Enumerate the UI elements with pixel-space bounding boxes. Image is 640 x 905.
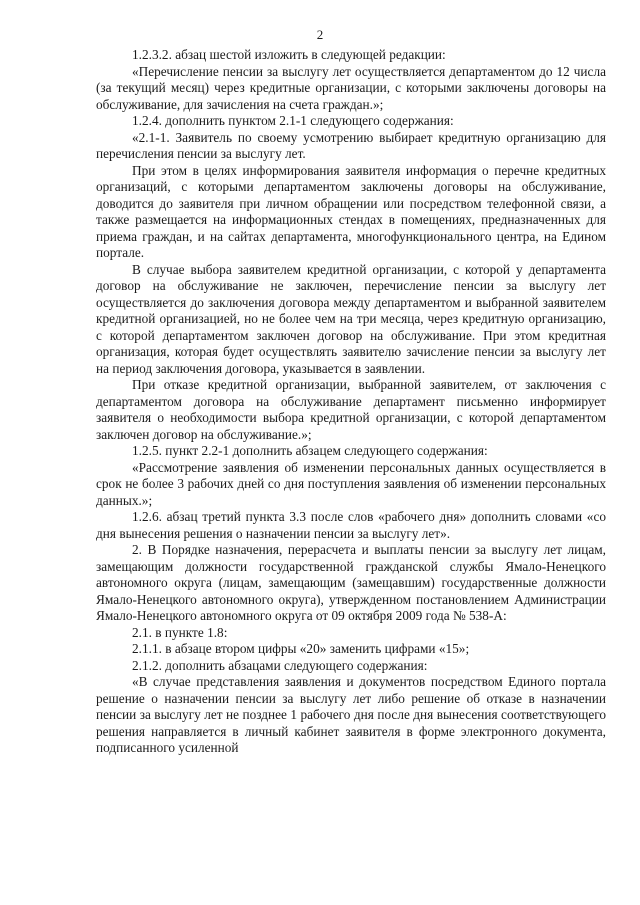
paragraph: При отказе кредитной организации, выбранной заявителем, от заключения с департаментом договора на обслуживание департамент письменно информирует заявителя о необходимости выбора кредитной организации, с которой департаментом заключен договор на обслуживание.»; xyxy=(96,377,606,442)
paragraph: 2.1.2. дополнить абзацами следующего содержания: xyxy=(132,657,428,673)
paragraph: 1.2.5. пункт 2.2-1 дополнить абзацем следующего содержания: xyxy=(132,443,488,458)
paragraph: В случае выбора заявителем кредитной организации, с которой у департамента договор на обслуживание не заключен, перечисление пенсии за выслугу лет осуществляется до заключения договора между департаментом и выбранной заявителем кредитной организацией, но не более чем на три месяца, через кредитную организацию, с которой департаментом заключен договор на обслуживание. При этом кредитная организация, которая будет осуществлять заявителю зачисление пенсии за выслугу лет на период заключения договора, указывается в заявлении. xyxy=(96,261,606,376)
paragraph: 1.2.4. дополнить пунктом 2.1-1 следующего содержания: xyxy=(132,113,454,128)
paragraph: «2.1-1. Заявитель по своему усмотрению выбирает кредитную организацию для перечисления пенсии за выслугу лет. xyxy=(96,129,606,161)
page-number: 2 xyxy=(316,27,324,42)
paragraph: 2.1.1. в абзаце втором цифры «20» заменить цифрами «15»; xyxy=(132,641,470,656)
paragraph: При этом в целях информирования заявителя информация о перечне кредитных организаций, с которыми департаментом заключены договоры на обслуживание, доводится до заявителя при личном обращении или посредством телефонной связи, а также размещается на информационных стендах в помещениях, предназначенных для приема граждан, и на сайтах департамента, многофункционального центра, на Едином портале. xyxy=(96,162,606,260)
paragraph: 2. В Порядке назначения, перерасчета и выплаты пенсии за выслугу лет лицам, замещающим должности государственной гражданской службы Ямало-Ненецкого автономного округа (лицам, замещающим (замещавшим) государственные должности Ямало-Ненецкого автономного округа), утвержденном постановлением Администрации Ямало-Ненецкого автономного округа от 09 октября 2009 года № 538-А: xyxy=(96,542,606,623)
paragraph: «Рассмотрение заявления об изменении персональных данных осуществляется в срок не более 3 рабочих дней со дня поступления заявления об изменении персональных данных.»; xyxy=(96,459,606,508)
paragraph: «Перечисление пенсии за выслугу лет осуществляется департаментом до 12 числа (за текущий месяц) через кредитные организации, с которыми заключены договоры на обслуживание, для зачисления на счета граждан.»; xyxy=(96,63,606,112)
paragraph: 1.2.3.2. абзац шестой изложить в следующей редакции: xyxy=(132,47,446,62)
document-body xyxy=(96,47,606,757)
paragraph: «В случае представления заявления и документов посредством Единого портала решение о назначении пенсии за выслугу лет либо решение об отказе в назначении пенсии за выслугу лет не позднее 1 рабочего дня после дня вынесения соответствующего решения направляется в личный кабинет заявителя в форме электронного документа, подписанного усиленной xyxy=(96,674,606,755)
paragraph: 1.2.6. абзац третий пункта 3.3 после слов «рабочего дня» дополнить словами «со дня вынесения решения о назначении пенсии за выслугу лет». xyxy=(96,509,606,541)
paragraph: 2.1. в пункте 1.8: xyxy=(132,624,228,640)
